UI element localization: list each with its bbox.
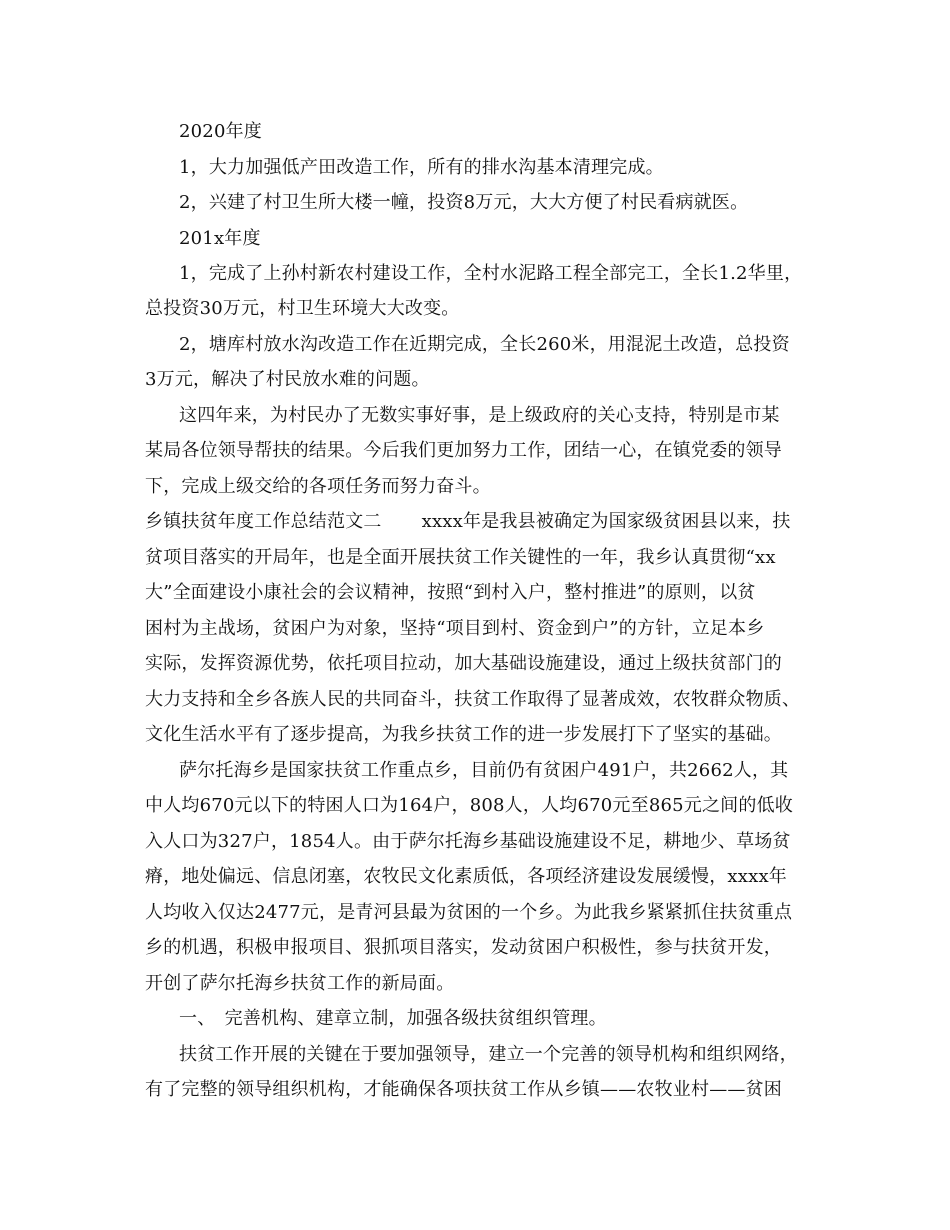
paragraph-line: 入人口为327户，1854人。由于萨尔托海乡基础设施建设不足，耕地少、草场贫 xyxy=(145,831,791,852)
paragraph-line: 2，兴建了村卫生所大楼一幢，投资8万元，大大方便了村民看病就医。 xyxy=(179,192,749,213)
paragraph-line: 实际，发挥资源优势，依托项目拉动，加大基础设施建设，通过上级扶贫部门的 xyxy=(145,653,782,674)
paragraph-text: xxxx年是我县被确定为国家级贫困县以来，扶 xyxy=(421,511,791,532)
paragraph-line: 大力支持和全乡各族人民的共同奋斗，扶贫工作取得了显著成效，农牧群众物质、 xyxy=(145,689,801,710)
paragraph-line: 萨尔托海乡是国家扶贫工作重点乡，目前仍有贫困户491户，共2662人，其 xyxy=(179,760,789,781)
paragraph-line: 下，完成上级交给的各项任务而努力奋斗。 xyxy=(145,476,491,497)
subsection-heading: 一、 完善机构、建章立制，加强各级扶贫组织管理。 xyxy=(179,1008,607,1029)
paragraph-line: 瘠，地处偏远、信息闭塞，农牧民文化素质低，各项经济建设发展缓慢，xxxx年 xyxy=(145,866,788,887)
section-title: 乡镇扶贫年度工作总结范文二 xyxy=(145,511,382,532)
paragraph-line: 1，大力加强低产田改造工作，所有的排水沟基本清理完成。 xyxy=(179,157,664,178)
paragraph-line: 困村为主战场，贫困户为对象，坚持“项目到村、资金到户”的方针，立足本乡 xyxy=(145,618,765,639)
paragraph-line: 这四年来，为村民办了无数实事好事，是上级政府的关心支持，特别是市某 xyxy=(179,405,780,426)
paragraph-line: 大”全面建设小康社会的会议精神，按照“到村入户，整村推进”的原则，以贫 xyxy=(145,582,756,603)
paragraph-line: 贫项目落实的开局年，也是全面开展扶贫工作关键性的一年，我乡认真贯彻“xx xyxy=(145,547,776,568)
paragraph-line: 3万元，解决了村民放水难的问题。 xyxy=(145,369,430,390)
year-heading-2020: 2020年度 xyxy=(179,121,263,142)
paragraph-line: 乡的机遇，积极申报项目、狠抓项目落实，发动贫困户积极性，参与扶贫开发， xyxy=(145,937,782,958)
paragraph-line: 总投资30万元，村卫生环境大大改变。 xyxy=(145,298,460,319)
paragraph-line: 人均收入仅达2477元，是青河县最为贫困的一个乡。为此我乡紧紧抓住扶贫重点 xyxy=(145,902,793,923)
section-title-line xyxy=(145,510,825,534)
paragraph-line: 扶贫工作开展的关键在于要加强领导，建立一个完善的领导机构和组织网络， xyxy=(179,1044,798,1065)
year-heading-201x: 201x年度 xyxy=(179,228,261,249)
paragraph-line: 有了完整的领导组织机构，才能确保各项扶贫工作从乡镇——农牧业村——贫困 xyxy=(145,1079,782,1100)
paragraph-line: 开创了萨尔托海乡扶贫工作的新局面。 xyxy=(145,973,455,994)
paragraph-line: 1，完成了上孙村新农村建设工作，全村水泥路工程全部完工，全长1.2华里， xyxy=(179,263,803,284)
paragraph-line: 2，塘库村放水沟改造工作在近期完成，全长260米，用混泥土改造，总投资 xyxy=(179,334,790,355)
paragraph-line: 某局各位领导帮扶的结果。今后我们更加努力工作，团结一心，在镇党委的领导 xyxy=(145,440,782,461)
paragraph-line: 文化生活水平有了逐步提高，为我乡扶贫工作的进一步发展打下了坚实的基础。 xyxy=(145,724,782,745)
paragraph-line: 中人均670元以下的特困人口为164户，808人，人均670元至865元之间的低收 xyxy=(145,795,793,816)
